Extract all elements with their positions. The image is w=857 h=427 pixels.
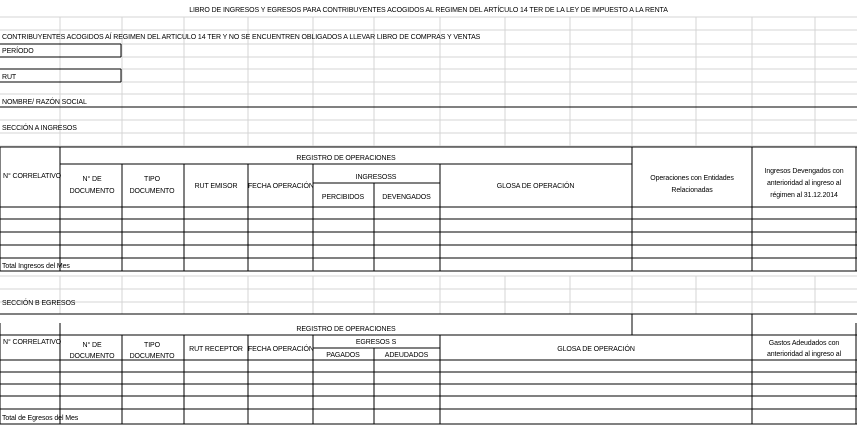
- egresos-registro-header: REGISTRO DE OPERACIONES: [296, 326, 396, 333]
- egresos-total-label: Total de Egresos del Mes: [2, 415, 79, 422]
- egresos-adeudados-header: ADEUDADOS: [384, 352, 429, 359]
- ingresos-fecha-header: FECHA OPERACIÓN: [248, 183, 314, 190]
- egresos-group-header: EGRESOS S: [355, 339, 397, 346]
- ingresos-total-label: Total Ingresos del Mes: [2, 263, 70, 270]
- egresos-tipo-documento-header: TIPO DOCUMENTO: [129, 342, 175, 360]
- ingresos-n-documento-header: N° DE DOCUMENTO: [69, 176, 115, 195]
- ingresos-anterioridad-header: Ingresos Devengados con anterioridad al ingreso al régimen al 31.12.2014: [764, 168, 844, 199]
- ingresos-group-header: INGRESOSS: [355, 174, 397, 181]
- egresos-correlativo-header: N° CORRELATIVO: [3, 339, 62, 346]
- rut-label: RUT: [2, 74, 17, 81]
- cell-gridlines: [0, 17, 857, 314]
- page-title: LIBRO DE INGRESOS Y EGRESOS PARA CONTRIBUYENTES ACOGIDOS AL REGIMEN DEL ARTÍCULO 14 TER DE LA LEY DE IMPUESTO A LA RENTA: [189, 7, 668, 14]
- table-borders: [0, 44, 857, 424]
- ingresos-correlativo-header: N° CORRELATIVO: [3, 173, 62, 180]
- egresos-glosa-header: GLOSA DE OPERACIÓN: [557, 346, 635, 353]
- ingresos-percibidos-header: PERCIBIDOS: [321, 194, 365, 201]
- section-a-label: SECCIÓN A INGRESOS: [2, 125, 77, 132]
- egresos-n-documento-header: N° DE DOCUMENTO: [69, 342, 115, 360]
- egresos-pagados-header: PAGADOS: [326, 352, 360, 359]
- ingresos-entidades-header: Operaciones con Entidades Relacionadas: [650, 175, 734, 194]
- egresos-rut-receptor-header: RUT RECEPTOR: [189, 346, 243, 353]
- section-b-label: SECCIÓN B EGRESOS: [2, 300, 76, 307]
- ingresos-devengados-header: DEVENGADOS: [382, 194, 431, 201]
- egresos-anterioridad-header: Gastos Adeudados con anterioridad al ingreso al: [766, 340, 842, 358]
- nombre-label: NOMBRE/ RAZÓN SOCIAL: [2, 99, 87, 106]
- periodo-label: PERÍODO: [2, 48, 34, 55]
- page-subtitle: CONTRIBUYENTES ACOGIDOS AÍ REGIMEN DEL ARTICULO 14 TER Y NO SE ENCUENTREN OBLIGADOS A LLEVAR LIBRO DE COMPRAS Y VENTAS: [2, 34, 481, 41]
- ingresos-rut-emisor-header: RUT EMISOR: [194, 183, 238, 190]
- ingresos-tipo-documento-header: TIPO DOCUMENTO: [129, 176, 175, 195]
- ingresos-registro-header: REGISTRO DE OPERACIONES: [296, 155, 396, 162]
- egresos-fecha-header: FECHA OPERACIÓN: [248, 346, 314, 353]
- ingresos-glosa-header: GLOSA DE OPERACIÓN: [496, 183, 575, 190]
